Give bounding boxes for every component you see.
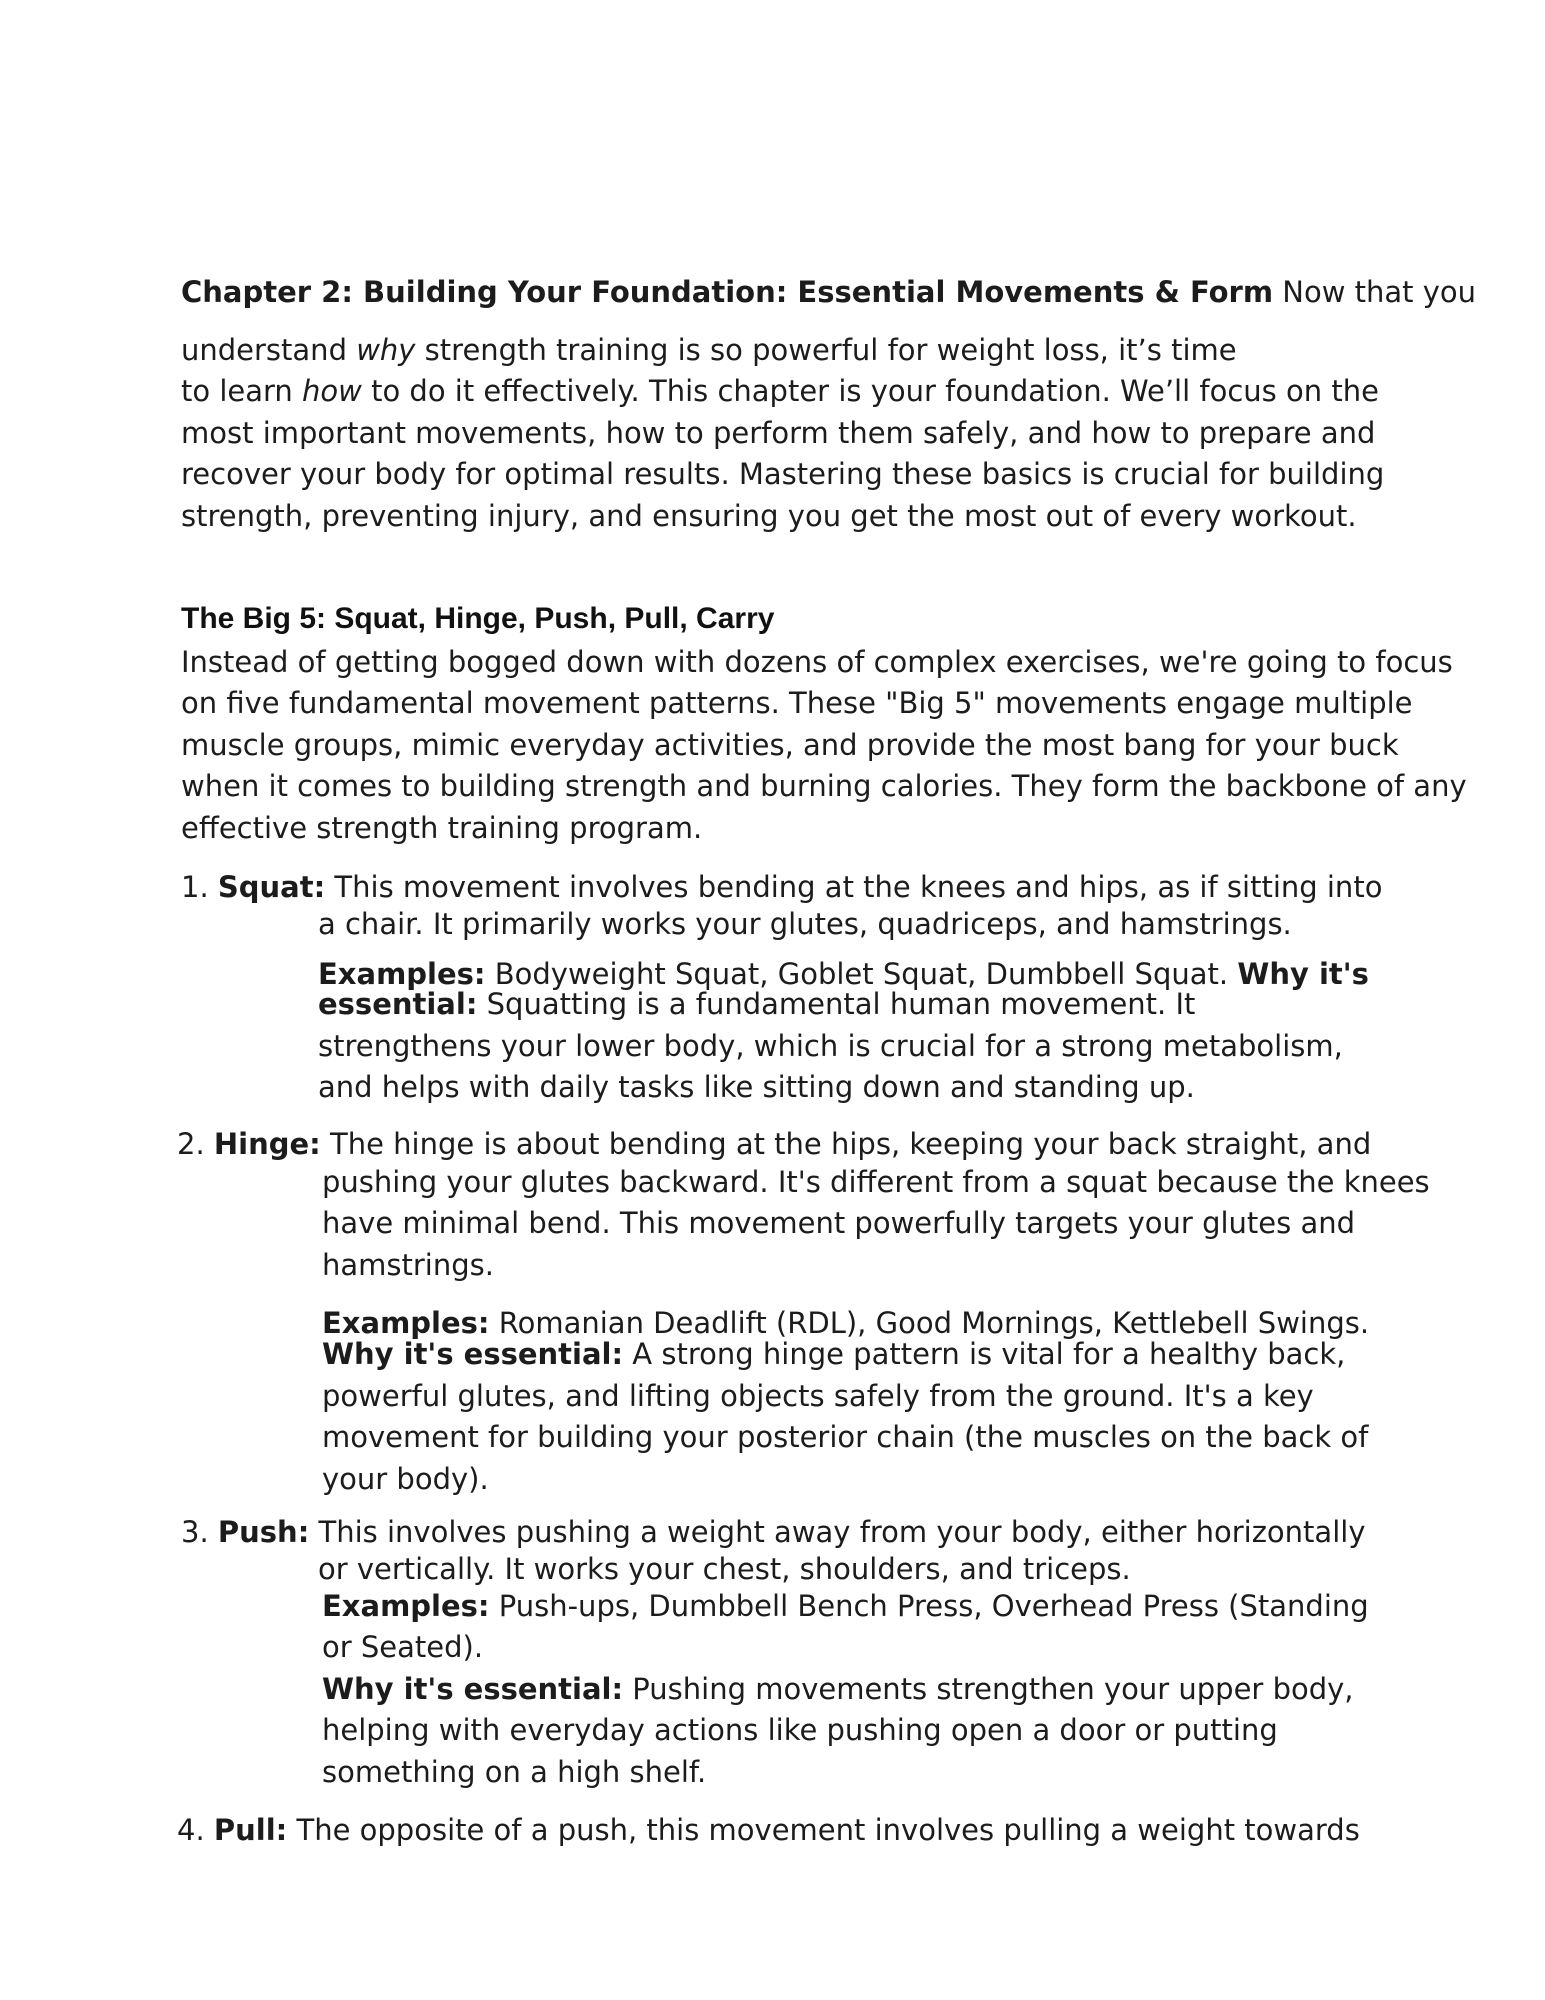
why-line: strengthens your lower body, which is crucial for a strong metabolism, <box>318 1029 1343 1063</box>
intro-text: to learn <box>181 374 303 408</box>
examples-line <box>322 1586 1369 1628</box>
why-line: your body). <box>322 1462 489 1496</box>
section-heading: The Big 5: Squat, Hinge, Push, Pull, Carry <box>181 602 775 635</box>
section-paragraph-line: when it comes to building strength and burning calories. They form the backbone of any <box>181 769 1467 803</box>
why-label: Why it's <box>1237 957 1369 991</box>
intro-line-3 <box>181 371 1379 413</box>
list-item-pull <box>177 1810 1360 1852</box>
list-number: 2. <box>177 1127 205 1161</box>
list-number: 3. <box>181 1515 209 1549</box>
movement-description-line: have minimal bend. This movement powerfully targets your glutes and <box>322 1206 1356 1240</box>
intro-line-5: recover your body for optimal results. Mastering these basics is crucial for building <box>181 457 1385 491</box>
movement-description-line: or vertically. It works your chest, shoulders, and triceps. <box>318 1552 1131 1586</box>
section-paragraph-line: muscle groups, mimic everyday activities, and provide the most bang for your buck <box>181 728 1399 762</box>
emphasis-why: why <box>356 333 416 367</box>
movement-description: The hinge is about bending at the hips, keeping your back straight, and <box>320 1127 1372 1161</box>
why-line <box>318 984 1195 1026</box>
movement-description: This involves pushing a weight away from your body, either horizontally <box>309 1515 1366 1549</box>
intro-text: to do it effectively. This chapter is your foundation. We’ll focus on the <box>361 374 1379 408</box>
list-number: 1. <box>181 870 209 904</box>
why-label: essential: <box>318 987 478 1021</box>
movement-name: Pull: <box>213 1813 288 1847</box>
examples-text: Push-ups, Dumbbell Bench Press, Overhead Press (Standing <box>489 1589 1369 1623</box>
list-item-hinge <box>177 1124 1371 1166</box>
movement-description: This movement involves bending at the knees and hips, as if sitting into <box>325 870 1383 904</box>
examples-text: Bodyweight Squat, Goblet Squat, Dumbbell Squat. <box>485 957 1238 991</box>
why-line: and helps with daily tasks like sitting down and standing up. <box>318 1070 1195 1104</box>
chapter-title: Chapter 2: Building Your Foundation: Essential Movements & Form <box>181 275 1274 309</box>
movement-name: Hinge: <box>213 1127 321 1161</box>
movement-description-line: pushing your glutes backward. It's different from a squat because the knees <box>322 1165 1430 1199</box>
why-line <box>322 1669 1354 1711</box>
list-item-push <box>181 1512 1365 1554</box>
why-line: something on a high shelf. <box>322 1755 707 1789</box>
chapter-title-line <box>181 272 1476 314</box>
why-text: Pushing movements strengthen your upper body, <box>623 1672 1354 1706</box>
intro-text: strength training is so powerful for weight loss, it’s time <box>415 333 1237 367</box>
section-paragraph-line: on five fundamental movement patterns. These "Big 5" movements engage multiple <box>181 686 1413 720</box>
movement-description-line: hamstrings. <box>322 1248 494 1282</box>
why-label: Why it's essential: <box>322 1337 624 1371</box>
examples-label: Examples: <box>322 1589 490 1623</box>
list-number: 4. <box>177 1813 205 1847</box>
why-line: helping with everyday actions like pushing open a door or putting <box>322 1713 1278 1747</box>
why-text: Squatting is a fundamental human movement. It <box>477 987 1196 1021</box>
section-paragraph-line: Instead of getting bogged down with dozens of complex exercises, we're going to focus <box>181 645 1453 679</box>
intro-text: understand <box>181 333 357 367</box>
examples-line: or Seated). <box>322 1630 484 1664</box>
section-paragraph-line: effective strength training program. <box>181 811 703 845</box>
intro-line-4: most important movements, how to perform them safely, and how to prepare and <box>181 416 1376 450</box>
intro-line-2 <box>181 330 1237 372</box>
movement-description-line: a chair. It primarily works your glutes, quadriceps, and hamstrings. <box>318 907 1292 941</box>
why-text: A strong hinge pattern is vital for a healthy back, <box>623 1337 1346 1371</box>
examples-label: Examples: <box>318 957 486 991</box>
why-line: movement for building your posterior chain (the muscles on the back of <box>322 1420 1369 1454</box>
why-label: Why it's essential: <box>322 1672 624 1706</box>
examples-text: Romanian Deadlift (RDL), Good Mornings, Kettlebell Swings. <box>489 1306 1370 1340</box>
why-line: powerful glutes, and lifting objects safely from the ground. It's a key <box>322 1379 1314 1413</box>
why-line <box>322 1334 1345 1376</box>
movement-description: The opposite of a push, this movement involves pulling a weight towards <box>287 1813 1360 1847</box>
movement-name: Squat: <box>217 870 326 904</box>
list-item-squat <box>181 867 1382 909</box>
intro-line-6: strength, preventing injury, and ensuring you get the most out of every workout. <box>181 499 1357 533</box>
movement-name: Push: <box>217 1515 310 1549</box>
intro-lead: Now that you <box>1273 275 1477 309</box>
examples-label: Examples: <box>322 1306 490 1340</box>
emphasis-how: how <box>302 374 362 408</box>
